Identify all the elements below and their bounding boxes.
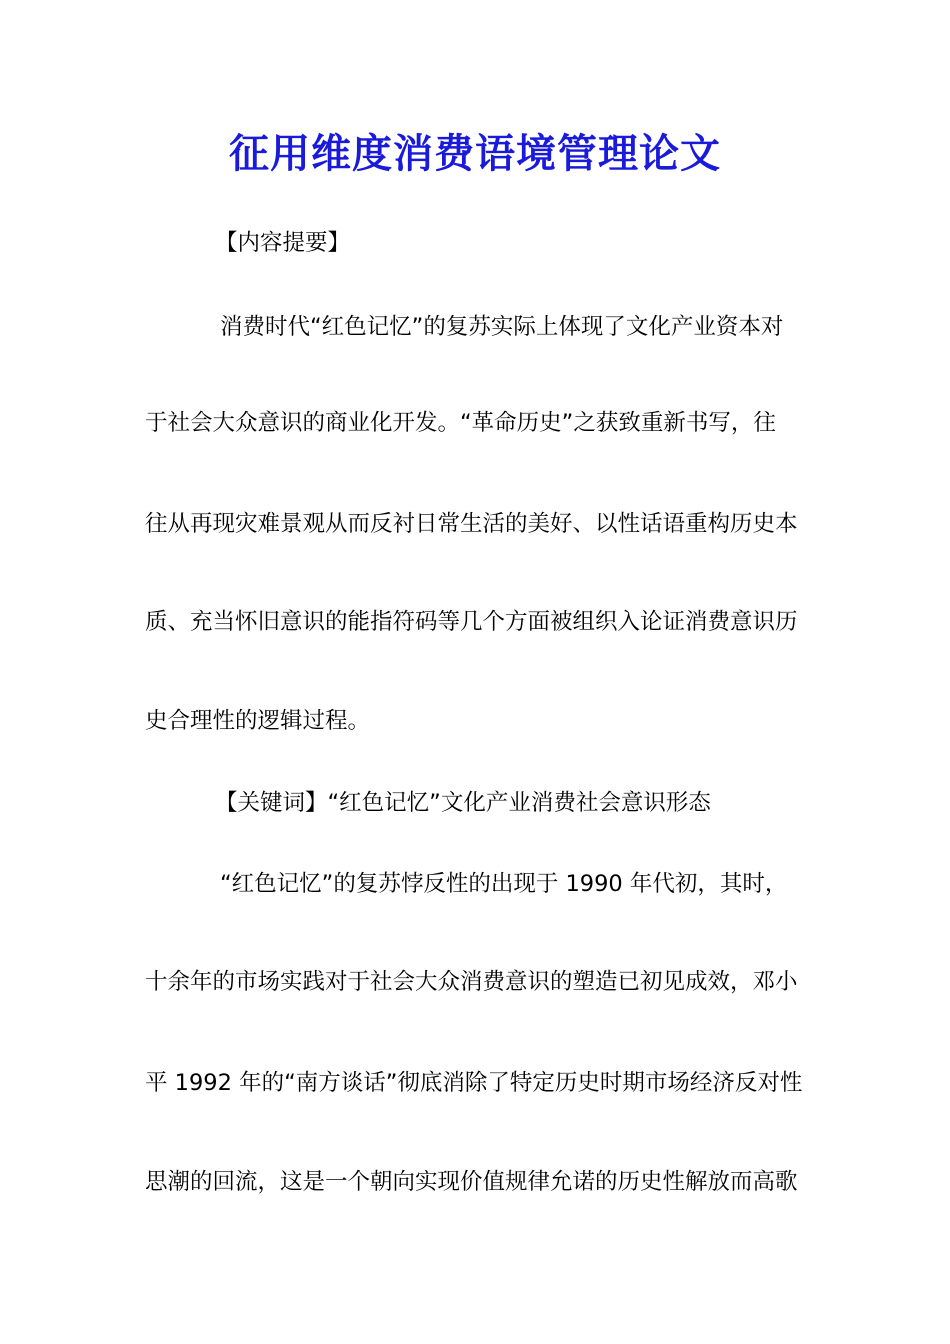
abstract-line: 质、充当怀旧意识的能指符码等几个方面被组织入论证消费意识历 (145, 609, 798, 635)
keywords-line: 【关键词】“红色记忆”文化产业消费社会意识形态 (215, 790, 711, 816)
abstract-heading: 【内容提要】 (215, 230, 351, 256)
body-line: 平 1992 年的“南方谈话”彻底消除了特定历史时期市场经济反对性 (145, 1070, 803, 1096)
abstract-line: 史合理性的逻辑过程。 (145, 708, 371, 734)
abstract-line: 于社会大众意识的商业化开发。“革命历史”之获致重新书写，往 (145, 410, 776, 436)
document-title: 征用维度消费语境管理论文 (229, 130, 721, 177)
abstract-line: 消费时代“红色记忆”的复苏实际上体现了文化产业资本对 (220, 314, 784, 340)
body-line: “红色记忆”的复苏悖反性的出现于 1990 年代初，其时， (220, 871, 788, 897)
body-line: 十余年的市场实践对于社会大众消费意识的塑造已初见成效，邓小 (145, 969, 798, 995)
body-line: 思潮的回流，这是一个朝向实现价值规律允诺的历史性解放而高歌 (145, 1169, 798, 1195)
abstract-line: 往从再现灾难景观从而反衬日常生活的美好、以性话语重构历史本 (145, 511, 798, 537)
